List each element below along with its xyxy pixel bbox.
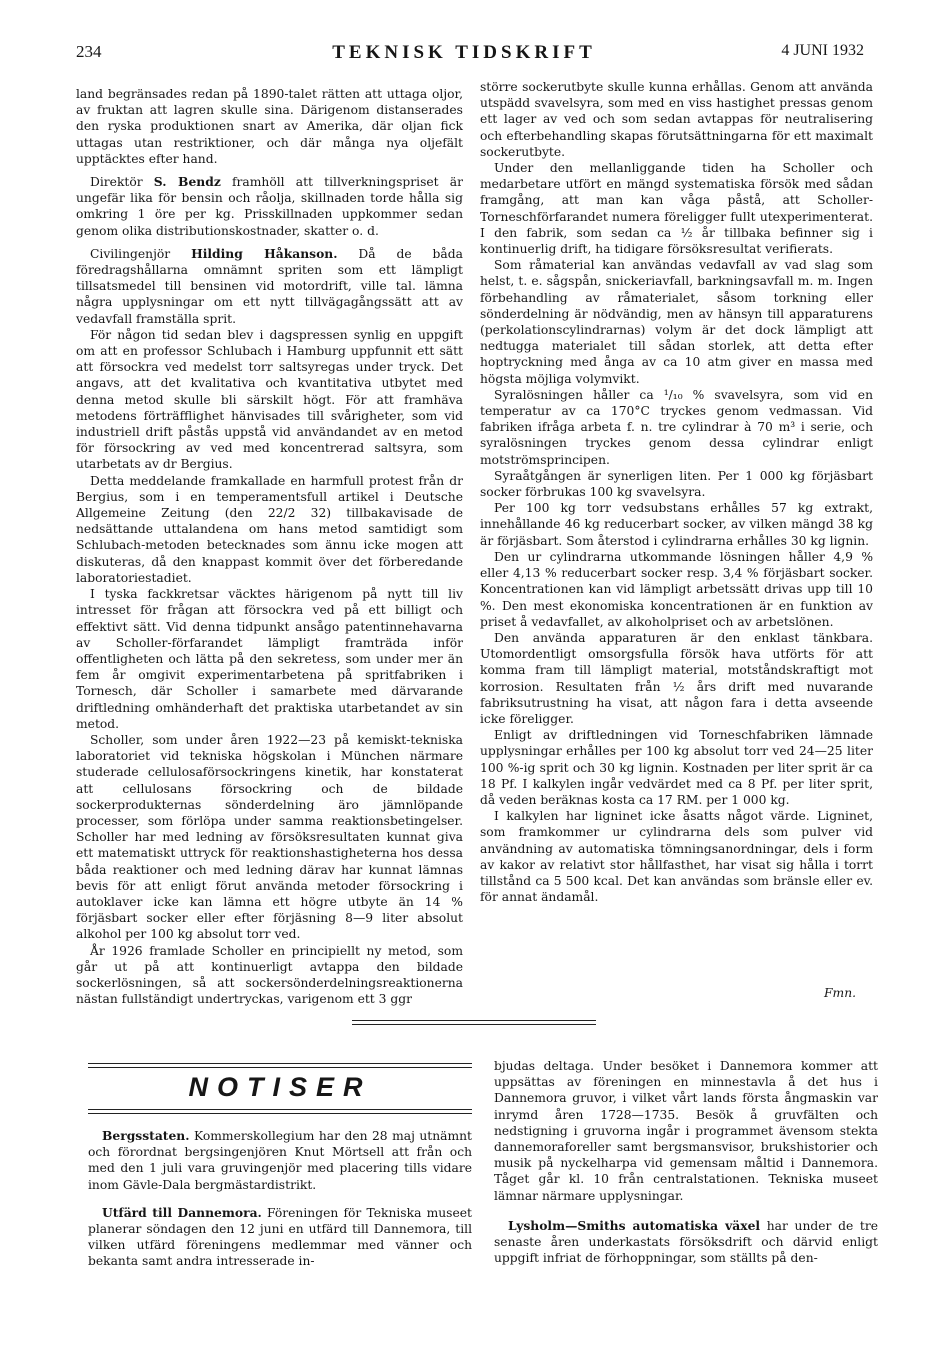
paragraph: bjudas deltaga. Under besöket i Dannemora kommer att uppsättas av föreningen en minnestavla å det hus i Dannemora gruvor, i vilket vårt lands första ångmaskin var inrymd åren 1728—1735. Besök å gruvfälten och nedstigning i gruvorna ingår i programmet ävensom stekta dannemoraforeller samt bergsmansvisor, brukshistorier och musik på nyckelharpa vid gemensam måltid i Dannemora. Tåget går kl. 10 från centralstationen. Tekniska museet lämnar närmare upplysningar. [494, 1059, 878, 1203]
paragraph: Syralösningen håller ca ¹/₁₀ % svavelsyra, som vid en temperatur av ca 170°C tryckes genom vedmassan. Vid fabriken ifråga arbeta f. n. tre cylindrar à 70 m³ i serie, och syralösningen tryckes genom dessa cylindrar enligt motströmsprincipen. [480, 387, 873, 467]
paragraph-hakanson: Civilingenjör Hilding Håkanson. Då de båda föredragshållarna omnämnt spriten som ett lämpligt tillsatsmedel till bensinen vid motordrift, ville tal. lämna några upplysningar om ett nytt tillvägagångssätt att av vedavfall framställa sprit. [76, 245, 463, 326]
speaker-name: Hilding Håkanson. [191, 245, 338, 261]
left-column [76, 86, 463, 1007]
page-number: 234 [76, 42, 102, 61]
paragraph: I kalkylen har ligninet icke åsatts något värde. Ligninet, som framkommer ur cylindrarna dels som pulver vid användning av automatiska tömningsanordningar, dels i form av kakor av relativt stor hållfasthet, har visat sig hålla i torrt tillstånd ca 5 500 kcal. Det kan användas som bränsle eller ev. för annat ändamål. [480, 809, 873, 905]
notice-lysholm-smith: Lysholm—Smiths automatiska växel har under de tre senaste åren underkastats försöksdrift och därvid enligt uppgift infriat de förhoppningar, som ställts på den- [494, 1217, 878, 1266]
notice-bergsstaten: Bergsstaten. Kommerskollegium har den 28 maj utnämnt och förordnat bergsingenjören Knut Mörtsell att från och med den 1 juli vara gruvingenjör med placering tills vidare inom Gävle-Dala bergmästardistrikt. [88, 1128, 472, 1192]
paragraph: Detta meddelande framkallade en harmfull protest från dr Bergius, som i en temperamentsfull artikel i Deutsche Allgemeine Zeitung (den 22/2 32) tillbakavisade de nedsättande uttalandena om hans metod samtidigt som Schlubach-metoden betecknades som ännu icke mogen att diskuteras, då den knappast kommit över det förberedande laboratoriestadiet. [76, 473, 463, 585]
paragraph: Under den mellanliggande tiden ha Scholler och medarbetare utfört en mängd systematiska försök med sådan framgång, att man kan våga påstå, att Scholler-Torneschförfarandet numera föreligger fullt utexperimenterat. I den fabrik, som sedan ca ½ år tillbaka befinner sig i kontinuerlig drift, ha tidigare försöksresultat verifierats. [480, 161, 873, 257]
notiser-right-column [494, 1058, 878, 1266]
paragraph: Den använda apparaturen är den enklast tänkbara. Utomordentligt omsorgsfulla försök hava utförts för att komma fram till lämpligt material, motståndskraftigt mot korrosion. Resultaten från ½ års drift med nuvarande fabriksutrustning ha visat, att någon fara i detta avseende icke föreligger. [480, 630, 873, 726]
notiser-rule-top [88, 1067, 472, 1068]
paragraph: större sockerutbyte skulle kunna erhållas. Genom att använda utspädd svavelsyra, som med en viss hastighet pressas genom ett lager av ved och som sedan avtappas för neutralisering och efterbehandling skapas förutsättningarna för ett maximalt sockerutbyte. [480, 80, 873, 159]
notiser-heading: NOTISER [188, 1072, 372, 1102]
issue-date: 4 JUNI 1932 [781, 42, 864, 59]
section-divider [352, 1020, 596, 1021]
notiser-rule-top [88, 1063, 472, 1064]
paragraph: Per 100 kg torr vedsubstans erhålles 57 kg extrakt, innehållande 46 kg reducerbart socker, av vilken mängd 38 kg är förjäsbart. Som återstod i cylindrarna erhålles 30 kg lignin. [480, 501, 873, 548]
notiser-rule-bottom [88, 1109, 472, 1110]
paragraph-bendz: Direktör S. Bendz framhöll att tillverkningspriset är ungefär lika för bensin och råolja, skillnaden torde hålla sig omkring 1 öre per kg. Prisskillnaden uppkommer sedan genom olika distributionskostnader, skatter o. d. [76, 174, 463, 238]
notice-dannemora: Utfärd till Dannemora. Föreningen för Tekniska museet planerar söndagen den 12 juni en utfärd till Dannemora, till vilken utfärd föreningens medlemmar med vänner och bekanta samt andra intresserade in- [88, 1204, 472, 1269]
section-divider [352, 1024, 596, 1025]
paragraph: År 1926 framlade Scholler en principiellt ny metod, som går ut på att kontinuerligt avtappa den bildade sockerlösningen, så att sockersönderdelningsreaktionerna nästan fullständigt undertryckas, varigenom ett 3 ggr [76, 943, 463, 1007]
notice-heading: Lysholm—Smiths automatiska växel [508, 1217, 761, 1233]
author-signature: Fmn. [824, 986, 857, 1000]
paragraph: Som råmaterial kan användas vedavfall av vad slag som helst, t. e. sågspån, snickeriavfall, barkningsavfall m. m. Ingen förbehandling av råmaterialet, såsom torkning eller sönderdelning är nödvändig, men av hänsyn till apparaturens (perkolationscylindrarnas) volym är det dock lämpligt att nedtugga materialet till sådan storlek, att detta efter hoptryckning med ånga av ca 10 atm giver en massa med högsta möjliga volymvikt. [480, 258, 873, 386]
paragraph: För någon tid sedan blev i dagspressen synlig en uppgift om att en professor Schlubach i Hamburg uppfunnit ett sätt att försockra ved medelst torr saltsyregas under tryck. Det angavs, att det kvalitativa och kvantitativa utbytet med denna metod skulle bli särskilt högt. För att framhäva metodens förträfflighet hänvisades till svårigheter, som vid industriell drift påstås uppstå vid användandet av en metod för försockring av ved med koncentrerad saltsyra, som utarbetats av dr Bergius. [76, 327, 463, 472]
paragraph: land begränsades redan på 1890-talet rätten att uttaga oljor, av fruktan att lagren skulle sina. Därigenom distanserades den ryska produktionen snart av Amerika, där oljan fick uttagas utan restriktioner, och där många nya oljefält upptäcktes efter hand. [76, 87, 463, 166]
paragraph: Scholler, som under åren 1922—23 på kemiskt-tekniska laboratoriet vid tekniska högskolan i München närmare studerade cellulosaförsockringens kinetik, har konstaterat att cellulosans försockring och de bildade sockerprodukternas sönderdelning äro jämnlöpande processer, som förlöpa under samma reaktionsbetingelser. Scholler har med ledning av försöksresultaten kunnat giva ett matematiskt uttryck för reaktionshastigheterna hos dessa båda reaktioner och med ledning därav har kunnat lämnas bevis för att enligt förut använda metoder försockring i autoklaver icke kan lämna ett högre utbyte än 14 % förjäsbart socker eller efter förjäsning 8—9 liter absolut alkohol per 100 kg absolut torr ved. [76, 732, 463, 942]
paragraph: Den ur cylindrarna utkommande lösningen håller 4,9 % eller 4,13 % reducerbart socker resp. 3,4 % förjäsbart socker. Koncentrationen kan vid lämpligt arbetssätt drivas upp till 10 %. Den mest ekonomiska koncentrationen är en funktion av priset å vedavfallet, av alkoholpriset och av arbetslönen. [480, 549, 873, 629]
right-column [480, 79, 873, 905]
notice-heading: Utfärd till Dannemora. [102, 1204, 262, 1220]
paragraph: Syraåtgången är synerligen liten. Per 1 000 kg förjäsbart socker förbrukas 100 kg svavelsyra. [480, 468, 873, 500]
notiser-left-column [88, 1128, 472, 1270]
paragraph: I tyska fackkretsar väcktes härigenom på nytt till liv intresset för frågan att försockra ved på ett billigt och effektivt sätt. Vid denna tidpunkt ansågo patentinnehavarna av Scholler-förfarandet lämpligt framträda inför offentligheten och lätta på den sekretess, som under mer än fem år omgivit experimentarbetena på spritfabriken i Tornesch, där Scholler i samarbete med därvarande driftledning omhänderhaft det praktiska utarbetandet av sin metod. [76, 587, 463, 731]
speaker-name: S. Bendz [153, 174, 221, 190]
notice-heading: Bergsstaten. [102, 1128, 190, 1143]
paragraph: Enligt av driftledningen vid Torneschfabriken lämnade upplysningar erhålles per 100 kg absolut torr ved 24—25 liter 100 %-ig sprit och 30 kg lignin. Kostnaden per liter sprit är ca 18 Pf. I kalkylen ingår vedvärdet med ca 8 Pf. per liter sprit, då veden beräknas kosta ca 17 RM. per 1 000 kg. [480, 728, 873, 807]
notiser-rule-bottom [88, 1113, 472, 1114]
journal-title: TEKNISK TIDSKRIFT [332, 42, 596, 63]
